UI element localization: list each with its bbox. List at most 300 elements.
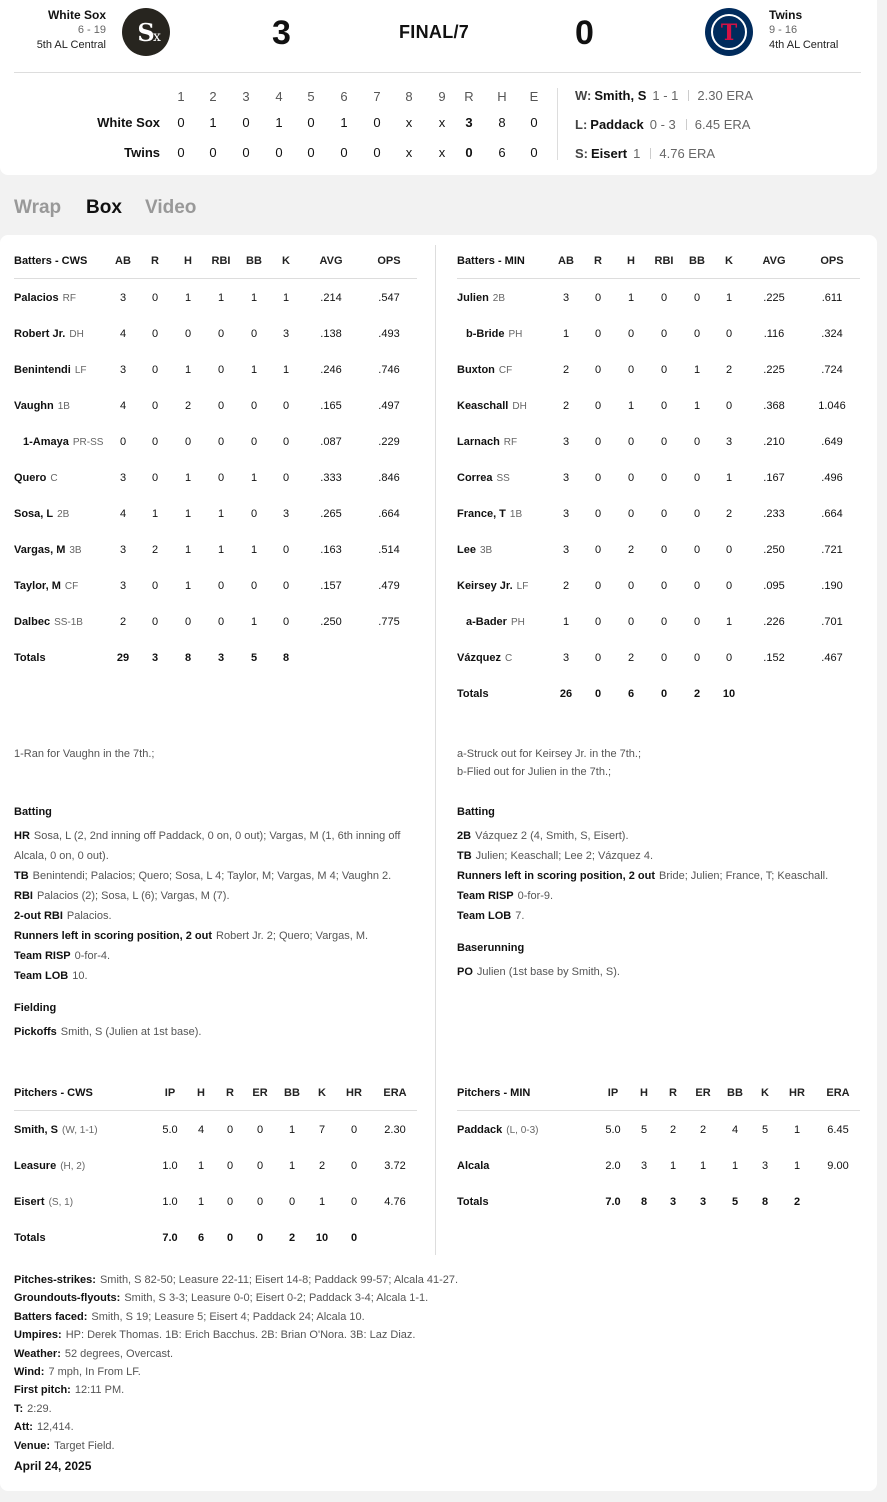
batter-name[interactable]: Taylor, M xyxy=(14,580,61,592)
batter-stat: 3 xyxy=(119,544,127,556)
batting-column-header: BB xyxy=(689,255,705,267)
details-line xyxy=(14,866,414,886)
home-team-standing: 4th AL Central xyxy=(769,39,839,51)
tab-video[interactable]: Video xyxy=(145,197,197,218)
batter-stat: .846 xyxy=(378,472,400,484)
details-line xyxy=(14,966,414,986)
details-section-heading: Batting xyxy=(457,806,495,818)
batter-stat: 1.046 xyxy=(818,400,846,412)
batter-row-name[interactable] xyxy=(457,544,492,556)
away-team-name[interactable]: White Sox xyxy=(47,8,106,22)
batter-name[interactable]: Keirsey Jr. xyxy=(457,580,513,592)
pitching-total: 6 xyxy=(197,1232,205,1244)
batter-stat: 3 xyxy=(119,364,127,376)
pitcher-name[interactable]: Smith, S xyxy=(14,1124,59,1136)
pitcher-stat: 4.76 xyxy=(384,1196,406,1208)
svg-text:S: S xyxy=(137,18,155,47)
batter-stat: 3 xyxy=(119,580,127,592)
separator xyxy=(688,90,689,101)
batter-name[interactable]: Vargas, M xyxy=(14,544,66,556)
details-label: Team RISP xyxy=(14,950,71,962)
batter-name[interactable]: b-Bride xyxy=(466,328,505,340)
details-line xyxy=(457,886,857,906)
batter-name[interactable]: Julien xyxy=(457,292,489,304)
batter-stat: 0 xyxy=(151,328,159,340)
batter-stat: 3 xyxy=(562,544,570,556)
batter-stat: 0 xyxy=(660,472,668,484)
linescore-header: 4 xyxy=(275,89,283,104)
batter-stat: 2 xyxy=(562,580,570,592)
batter-position: C xyxy=(50,473,58,484)
pitcher-stat: 0 xyxy=(256,1160,264,1172)
batter-name[interactable]: Dalbec xyxy=(14,616,51,628)
details-label: Pickoffs xyxy=(14,1026,57,1038)
pitcher-stat: 0 xyxy=(350,1124,358,1136)
details-text: Julien (1st base by Smith, S). xyxy=(476,966,620,978)
batter-row-name[interactable] xyxy=(457,580,528,592)
batter-stat: 0 xyxy=(151,292,159,304)
batter-stat: 0 xyxy=(594,652,602,664)
batter-stat: .664 xyxy=(821,508,843,520)
away-score: 3 xyxy=(272,14,291,52)
game-info-value: Smith, S 3-3; Leasure 0-0; Eisert 0-2; Paddack 3-4; Alcala 1-1. xyxy=(124,1292,429,1305)
linescore-cell: x xyxy=(438,145,446,160)
pitcher-stat: 1 xyxy=(669,1160,677,1172)
details-text: 10. xyxy=(72,970,88,982)
batter-stat: 0 xyxy=(250,436,258,448)
game-info-value: 12:11 PM. xyxy=(74,1384,125,1397)
batter-name[interactable]: Benintendi xyxy=(14,364,71,376)
batter-row-name[interactable] xyxy=(23,436,103,448)
details-text: Sosa, L (2, 2nd inning off Paddack, 0 on, 0 out); Vargas, M (1, 6th inning off Alcala, 0 on, 0 out). xyxy=(14,830,401,862)
linescore-header: 1 xyxy=(177,89,185,104)
pitcher-name[interactable]: Leasure xyxy=(14,1160,57,1172)
linescore-cell: 0 xyxy=(373,115,381,130)
game-info-line xyxy=(14,1366,141,1378)
pitching-total: 0 xyxy=(350,1232,358,1244)
batter-stat: 0 xyxy=(250,580,258,592)
batter-row-name[interactable] xyxy=(14,364,87,376)
pitcher-row-name[interactable] xyxy=(14,1124,98,1136)
batter-position: DH xyxy=(69,329,84,340)
batter-stat: 0 xyxy=(627,436,635,448)
batter-stat: 3 xyxy=(282,508,290,520)
batter-stat: .250 xyxy=(320,616,342,628)
batter-name[interactable]: Sosa, L xyxy=(14,508,54,520)
game-info-label: Venue: xyxy=(14,1439,51,1452)
pitcher-stat: 4 xyxy=(731,1124,739,1136)
batter-stat: 0 xyxy=(282,436,290,448)
batter-name[interactable]: Palacios xyxy=(14,292,59,304)
linescore-header: 2 xyxy=(209,89,217,104)
batter-stat: .368 xyxy=(763,400,785,412)
batter-name[interactable]: Vaughn xyxy=(14,400,54,412)
batter-stat: 1 xyxy=(250,292,258,304)
pitcher-name[interactable]: Eisert xyxy=(14,1196,45,1208)
batter-stat: .664 xyxy=(378,508,400,520)
pitching-column-header: BB xyxy=(284,1087,300,1099)
details-text: Vázquez 2 (4, Smith, S, Eisert). xyxy=(475,830,629,842)
white-sox-logo-icon[interactable] xyxy=(122,8,170,56)
game-info-label: Pitches-strikes: xyxy=(14,1274,96,1286)
pitcher-decision: (W, 1-1) xyxy=(62,1125,98,1136)
pitcher-stat: 0 xyxy=(226,1196,234,1208)
batter-stat: 3 xyxy=(119,472,127,484)
batter-row-name[interactable] xyxy=(457,292,505,304)
batter-stat: 0 xyxy=(594,292,602,304)
divider xyxy=(457,278,860,279)
batter-stat: .250 xyxy=(763,544,785,556)
pitching-column-header: IP xyxy=(607,1087,619,1099)
batter-stat: 0 xyxy=(660,400,668,412)
batter-stat: 0 xyxy=(594,472,602,484)
batter-stat: .724 xyxy=(821,364,843,376)
batter-row-name[interactable] xyxy=(14,328,84,340)
batter-stat: 0 xyxy=(693,508,701,520)
pitching-column-header: HR xyxy=(789,1087,805,1099)
box-score-card xyxy=(0,235,877,1491)
divider xyxy=(14,72,861,73)
pitcher-stat: 3.72 xyxy=(384,1160,406,1172)
batter-stat: 1 xyxy=(184,508,192,520)
batter-stat: 0 xyxy=(151,616,159,628)
details-label: Team RISP xyxy=(457,890,514,902)
batting-total: 8 xyxy=(184,652,192,664)
decision-record: 1 - 1 xyxy=(652,88,679,103)
batter-stat: .163 xyxy=(320,544,342,556)
batter-position: 1B xyxy=(509,509,523,520)
linescore-cell: 0 xyxy=(530,145,538,160)
game-info-value: 7 mph, In From LF. xyxy=(48,1366,141,1378)
batter-stat: 0 xyxy=(151,364,159,376)
batter-stat: 0 xyxy=(627,580,635,592)
details-section-heading: Batting xyxy=(14,806,52,818)
batter-name[interactable]: Quero xyxy=(14,472,47,484)
svg-text:x: x xyxy=(153,29,161,45)
game-info-value: HP: Derek Thomas. 1B: Erich Bacchus. 2B: Brian O'Nora. 3B: Laz Diaz. xyxy=(65,1329,416,1342)
game-info-line xyxy=(14,1274,458,1286)
home-team-name[interactable]: Twins xyxy=(769,8,803,22)
batter-stat: .246 xyxy=(320,364,342,376)
batter-row-name[interactable] xyxy=(14,400,70,412)
batter-name[interactable]: 1-Amaya xyxy=(23,436,69,448)
linescore-cell: 1 xyxy=(340,115,348,130)
batter-stat: 1 xyxy=(562,616,570,628)
batting-total: 10 xyxy=(722,688,736,700)
pitcher-row-name[interactable] xyxy=(457,1124,538,1136)
batter-name[interactable]: Robert Jr. xyxy=(14,328,66,340)
batter-stat: 3 xyxy=(562,652,570,664)
batter-row-name[interactable] xyxy=(457,436,517,448)
game-info-label: Groundouts-flyouts: xyxy=(14,1292,121,1305)
linescore-header: H xyxy=(497,89,507,104)
batter-stat: 0 xyxy=(660,580,668,592)
batter-stat: 0 xyxy=(282,580,290,592)
batting-total: 8 xyxy=(282,652,290,664)
batter-stat: .214 xyxy=(320,292,342,304)
pitcher-decision: (L, 0-3) xyxy=(506,1125,539,1136)
batter-name[interactable]: Lee xyxy=(457,544,476,556)
batting-column-header: OPS xyxy=(820,255,844,267)
linescore-header: 8 xyxy=(405,89,413,104)
linescore-team-name[interactable]: Twins xyxy=(124,145,160,160)
batter-position: 2B xyxy=(57,509,70,520)
batter-stat: 1 xyxy=(184,364,192,376)
pitching-total: 0 xyxy=(226,1232,234,1244)
pitching-total: 0 xyxy=(256,1232,264,1244)
batter-stat: 2 xyxy=(725,364,733,376)
batting-column-header: R xyxy=(151,255,159,267)
away-team-record: 6 - 19 xyxy=(77,24,106,36)
batter-row-name[interactable] xyxy=(466,616,525,628)
batter-stat: 0 xyxy=(660,544,668,556)
batter-stat: 3 xyxy=(562,292,570,304)
details-text: 0-for-4. xyxy=(74,950,111,962)
divider xyxy=(14,1110,417,1111)
game-info-value: Smith, S 82-50; Leasure 22-11; Eisert 14-8; Paddack 99-57; Alcala 41-27. xyxy=(99,1274,459,1286)
decision-record: 0 - 3 xyxy=(649,117,676,132)
pitcher-stat: 2.0 xyxy=(605,1160,621,1172)
pitcher-stat: 3 xyxy=(761,1160,769,1172)
batter-stat: 0 xyxy=(725,544,733,556)
batter-row-name[interactable] xyxy=(14,616,83,628)
batter-name[interactable]: Larnach xyxy=(457,436,500,448)
batter-stat: .138 xyxy=(320,328,342,340)
pitcher-row-name[interactable] xyxy=(457,1160,493,1172)
batter-stat: 2 xyxy=(627,652,635,664)
pitching-column-header: BB xyxy=(727,1087,743,1099)
batter-stat: 1 xyxy=(217,508,225,520)
game-info-value: Target Field. xyxy=(54,1439,115,1452)
pitcher-stat: 1 xyxy=(793,1124,801,1136)
batting-column-header: K xyxy=(725,255,733,267)
batter-stat: 0 xyxy=(693,292,701,304)
pitching-totals-label: Totals xyxy=(14,1232,46,1244)
pitching-total: 2 xyxy=(288,1232,296,1244)
batter-stat: .496 xyxy=(821,472,843,484)
pitcher-stat: 2 xyxy=(699,1124,707,1136)
batter-position: PH xyxy=(508,329,523,340)
linescore-header: 9 xyxy=(438,89,446,104)
batter-position: SS-1B xyxy=(54,617,83,628)
divider xyxy=(457,1110,860,1111)
batter-position: 3B xyxy=(69,545,82,556)
batter-stat: 0 xyxy=(217,328,225,340)
batter-name[interactable]: Correa xyxy=(457,472,493,484)
batting-total: 29 xyxy=(116,652,130,664)
batter-row-name[interactable] xyxy=(457,652,512,664)
game-info-value: Smith, S 19; Leasure 5; Eisert 4; Paddack 24; Alcala 10. xyxy=(91,1310,365,1323)
pitching-total: 5 xyxy=(731,1196,739,1208)
batter-position: CF xyxy=(64,581,79,592)
tab-wrap[interactable]: Wrap xyxy=(14,197,62,218)
batter-stat: .265 xyxy=(320,508,342,520)
pitching-column-header: IP xyxy=(164,1087,176,1099)
batter-row-name[interactable] xyxy=(14,472,58,484)
details-text: 7. xyxy=(515,910,525,922)
linescore-cell: 6 xyxy=(498,145,506,160)
batter-stat: 0 xyxy=(217,436,225,448)
pitcher-stat: 1 xyxy=(197,1196,205,1208)
svg-text:T: T xyxy=(720,20,738,46)
decision-pitcher-name[interactable]: Smith, S xyxy=(594,88,647,103)
decision-pitcher-name[interactable]: Eisert xyxy=(591,146,628,161)
linescore-cell: 8 xyxy=(498,115,506,130)
decision-era: 2.30 ERA xyxy=(697,88,754,103)
batter-row-name[interactable] xyxy=(466,328,522,340)
batter-stat: 0 xyxy=(693,544,701,556)
pitcher-name[interactable]: Alcala xyxy=(457,1160,490,1172)
batter-stat: 0 xyxy=(250,400,258,412)
batter-stat: 0 xyxy=(594,544,602,556)
batter-stat: 0 xyxy=(725,652,733,664)
game-status: FINAL/7 xyxy=(399,22,470,42)
linescore-header: 6 xyxy=(340,89,348,104)
batter-name[interactable]: Keaschall xyxy=(457,400,509,412)
batter-position: PH xyxy=(510,617,525,628)
batting-column-header: AVG xyxy=(762,255,786,267)
batter-stat: .226 xyxy=(763,616,785,628)
pitcher-stat: 9.00 xyxy=(827,1160,849,1172)
details-line xyxy=(14,906,414,926)
batter-position: C xyxy=(505,653,513,664)
decision-row xyxy=(575,117,750,132)
batter-row-name[interactable] xyxy=(14,292,76,304)
details-text: Palacios. xyxy=(66,910,112,922)
pitcher-decision: (H, 2) xyxy=(60,1161,86,1172)
batting-column-header: AVG xyxy=(319,255,343,267)
batter-row-name[interactable] xyxy=(14,508,69,520)
pitcher-row-name[interactable] xyxy=(14,1196,73,1208)
batter-stat: 3 xyxy=(282,328,290,340)
batter-stat: 1 xyxy=(627,400,635,412)
batter-stat: 1 xyxy=(250,544,258,556)
batting-column-header: R xyxy=(594,255,602,267)
away-team-standing: 5th AL Central xyxy=(36,39,106,51)
decision-era: 6.45 ERA xyxy=(694,117,751,132)
batter-stat: 0 xyxy=(151,400,159,412)
pitching-column-header: HR xyxy=(346,1087,362,1099)
pitching-column-header: H xyxy=(640,1087,648,1099)
game-info-label: Weather: xyxy=(14,1347,61,1360)
pitcher-name[interactable]: Paddack xyxy=(457,1124,503,1136)
game-info-label: Batters faced: xyxy=(14,1310,88,1323)
tab-box[interactable]: Box xyxy=(86,197,122,218)
batter-stat: 1 xyxy=(250,364,258,376)
column-divider xyxy=(435,245,436,1255)
batter-row-name[interactable] xyxy=(457,400,527,412)
linescore-cell: 0 xyxy=(530,115,538,130)
batter-stat: .190 xyxy=(821,580,843,592)
batter-stat: 0 xyxy=(282,400,290,412)
batter-stat: .721 xyxy=(821,544,843,556)
pitcher-stat: 0 xyxy=(288,1196,296,1208)
pitching-column-header: R xyxy=(226,1087,234,1099)
game-info-label: Wind: xyxy=(14,1366,45,1378)
linescore-cell: 0 xyxy=(177,145,185,160)
linescore-cell: 0 xyxy=(177,115,185,130)
linescore-header: 7 xyxy=(373,89,381,104)
batter-name[interactable]: Buxton xyxy=(457,364,495,376)
pitcher-stat: 0 xyxy=(350,1160,358,1172)
pitching-totals-label: Totals xyxy=(457,1196,489,1208)
batter-stat: 2 xyxy=(119,616,127,628)
details-section-heading: Fielding xyxy=(14,1002,57,1014)
game-date: April 24, 2025 xyxy=(14,1459,92,1473)
batter-stat: 1 xyxy=(184,544,192,556)
batter-row-name[interactable] xyxy=(14,544,82,556)
pitching-total: 3 xyxy=(699,1196,707,1208)
pitcher-stat: 1 xyxy=(793,1160,801,1172)
batter-row-name[interactable] xyxy=(457,508,522,520)
details-label: PO xyxy=(457,966,473,978)
home-team-record: 9 - 16 xyxy=(769,24,798,36)
batter-position: 2B xyxy=(492,293,506,304)
pitching-total: 10 xyxy=(315,1232,329,1244)
twins-logo-icon[interactable] xyxy=(705,8,753,56)
game-info-label: Umpires: xyxy=(14,1329,62,1342)
batting-column-header: BB xyxy=(246,255,262,267)
batter-stat: 0 xyxy=(282,472,290,484)
batter-stat: 2 xyxy=(184,400,192,412)
batter-row-name[interactable] xyxy=(457,472,510,484)
linescore-cell: x xyxy=(405,115,413,130)
pitching-total: 8 xyxy=(761,1196,769,1208)
batting-column-header: RBI xyxy=(211,255,231,267)
batting-total: 6 xyxy=(627,688,635,700)
batter-name[interactable]: a-Bader xyxy=(466,616,507,628)
batter-stat: .493 xyxy=(378,328,400,340)
home-score: 0 xyxy=(575,14,594,52)
separator xyxy=(650,148,651,159)
batting-total: 0 xyxy=(660,688,668,700)
batter-stat: .333 xyxy=(320,472,342,484)
batter-row-name[interactable] xyxy=(457,364,512,376)
batter-row-name[interactable] xyxy=(14,580,78,592)
batter-stat: 3 xyxy=(725,436,733,448)
batting-note: b-Flied out for Julien in the 7th.; xyxy=(457,766,612,778)
batter-stat: 0 xyxy=(217,472,225,484)
decision-pitcher-name[interactable]: Paddack xyxy=(590,117,644,132)
details-line xyxy=(14,826,414,866)
batter-stat: 0 xyxy=(594,616,602,628)
batter-stat: 0 xyxy=(594,580,602,592)
batter-stat: 1 xyxy=(151,508,159,520)
linescore-cell: 0 xyxy=(209,145,217,160)
batter-stat: .547 xyxy=(378,292,400,304)
details-line xyxy=(14,886,414,906)
pitcher-row-name[interactable] xyxy=(14,1160,85,1172)
batting-column-header: K xyxy=(282,255,290,267)
batter-stat: .116 xyxy=(763,328,785,340)
divider xyxy=(557,88,558,160)
batter-name[interactable]: France, T xyxy=(457,508,506,520)
pitching-column-header: K xyxy=(761,1087,769,1099)
batter-position: RF xyxy=(62,293,76,304)
pitcher-stat: 5 xyxy=(640,1124,648,1136)
pitcher-stat: 3 xyxy=(640,1160,648,1172)
game-info-line xyxy=(14,1440,115,1452)
batter-stat: 0 xyxy=(151,436,159,448)
details-line xyxy=(14,926,414,946)
pitcher-stat: 1 xyxy=(699,1160,707,1172)
linescore-team-name[interactable]: White Sox xyxy=(97,115,160,130)
details-text: Robert Jr. 2; Quero; Vargas, M. xyxy=(216,930,369,942)
batter-name[interactable]: Vázquez xyxy=(457,652,502,664)
batter-stat: 3 xyxy=(119,292,127,304)
game-info-value: 52 degrees, Overcast. xyxy=(64,1347,174,1360)
decision-tag: S: xyxy=(575,146,588,161)
